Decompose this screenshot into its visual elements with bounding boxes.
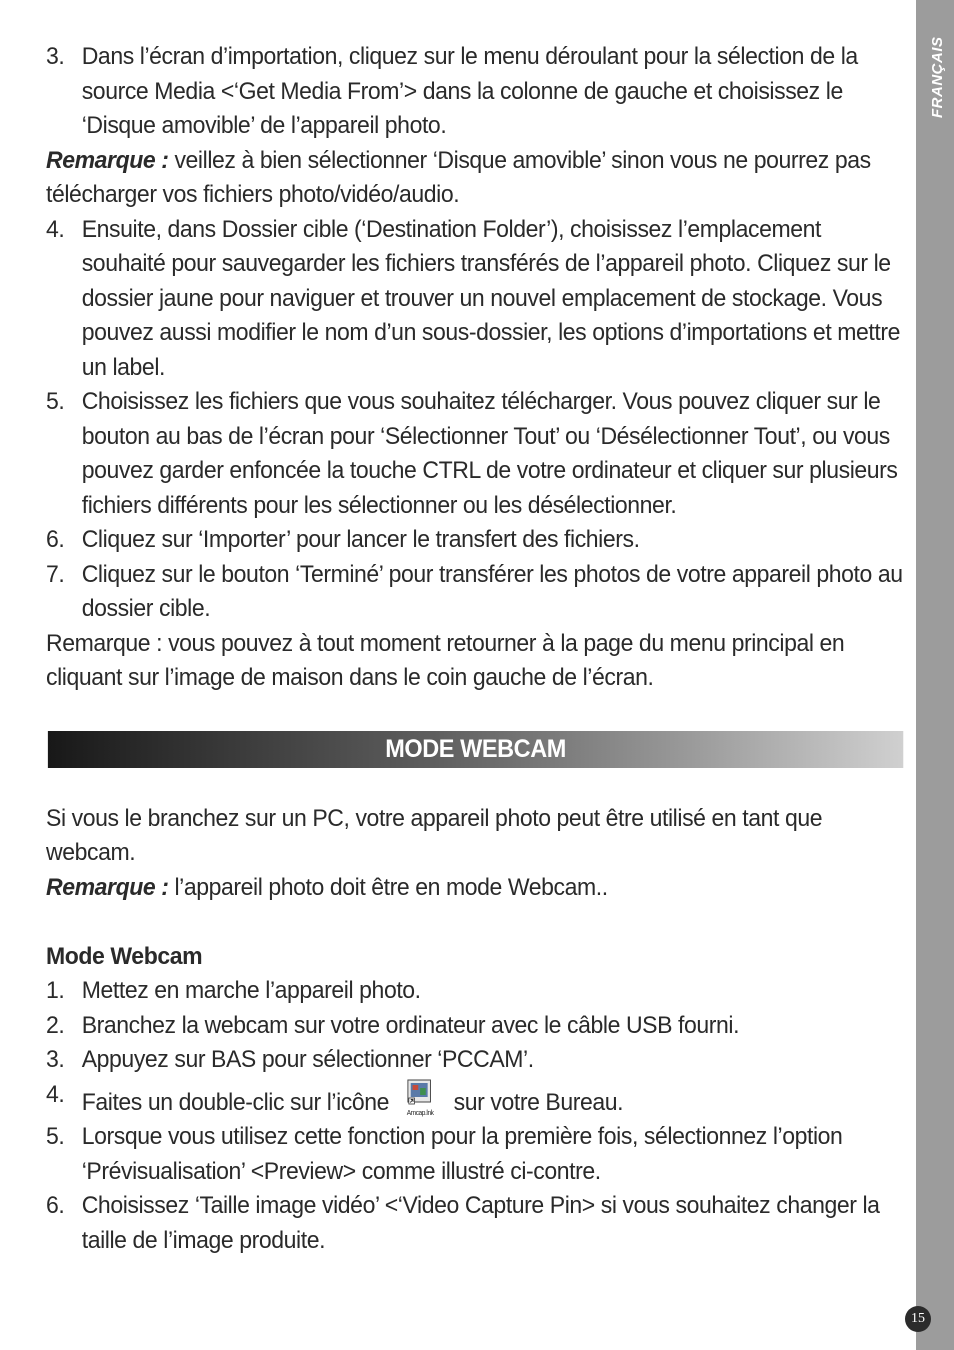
- item-number: 7.: [46, 560, 65, 588]
- item-number: 5.: [46, 388, 65, 415]
- item-text: Lorsque vous utilisez cette fonction pour la première fois, sélectionnez l’option ‘Prévisualisation’ <Preview> comme illustré ci-contre.: [81, 1123, 843, 1185]
- item-text: Mettez en marche l’appareil photo.: [81, 977, 421, 1004]
- intro-paragraph: Si vous le branchez sur un PC, votre appareil photo peut être utilisé en tant que webcam.: [46, 804, 823, 866]
- page-number: 15: [905, 1306, 931, 1332]
- note-paragraph: [46, 144, 910, 213]
- list-item: [46, 385, 910, 523]
- item-number: 4.: [46, 215, 65, 243]
- note-label: Remarque :: [46, 146, 169, 174]
- item-text: Choisissez ‘Taille image vidéo’ <‘Video Capture Pin> si vous souhaitez changer la taille de l’image produite.: [81, 1192, 880, 1254]
- item-text: Cliquez sur ‘Importer’ pour lancer le transfert des fichiers.: [81, 526, 640, 553]
- list-item: [46, 40, 910, 144]
- list-item: [46, 974, 910, 1009]
- section-banner: MODE WEBCAM: [48, 731, 903, 768]
- item-text-before: Faites un double-clic sur l’icône: [81, 1088, 390, 1116]
- list-item: [46, 1009, 910, 1044]
- item-number: 6.: [46, 1192, 65, 1219]
- item-text: Appuyez sur BAS pour sélectionner ‘PCCAM’.: [81, 1046, 534, 1073]
- item-text: Ensuite, dans Dossier cible (‘Destination Folder’), choisissez l’emplacement souhaité pour sauvegarder les fichiers transférés de l’appareil photo. Cliquez sur le dossier jaune pour naviguer et trouver un nouvel emplacement de stockage. Vous pouvez aussi modifier le nom d’un sous-dossier, les options d’importations et mettre un label.: [81, 215, 901, 381]
- note-text: l’appareil photo doit être en mode Webcam..: [168, 873, 608, 901]
- list-item: [46, 1120, 910, 1189]
- item-text: Cliquez sur le bouton ‘Terminé’ pour transférer les photos de votre appareil photo au dossier cible.: [81, 560, 903, 622]
- item-text: Dans l’écran d’importation, cliquez sur le menu déroulant pour la sélection de la source Media <‘Get Media From’> dans la colonne de gauche et choisissez le ‘Disque amovible’ de l’appareil photo.: [81, 43, 858, 139]
- item-number: 4.: [46, 1080, 65, 1108]
- item-text-after: sur votre Bureau.: [453, 1088, 624, 1116]
- item-number: 1.: [46, 977, 65, 1004]
- item-text: Branchez la webcam sur votre ordinateur avec le câble USB fourni.: [81, 1011, 740, 1039]
- list-item: [46, 1078, 910, 1121]
- list-item: [46, 1189, 910, 1258]
- list-item: [46, 558, 910, 627]
- note-label: Remarque :: [46, 873, 169, 901]
- item-number: 6.: [46, 526, 65, 553]
- item-number: 5.: [46, 1123, 65, 1150]
- list-item: [46, 523, 910, 558]
- list-item: [46, 1043, 910, 1078]
- language-sidebar: [916, 0, 954, 1350]
- amcap-shortcut-icon: [399, 1078, 442, 1120]
- item-number: 2.: [46, 1011, 65, 1039]
- language-label: FRANÇAIS: [929, 36, 946, 118]
- note-text: veillez à bien sélectionner ‘Disque amovible’ sinon vous ne pourrez pas télécharger vos fichiers photo/vidéo/audio.: [46, 146, 871, 208]
- page-content: [46, 40, 903, 1258]
- note-paragraph: [46, 871, 910, 906]
- item-text: Choisissez les fichiers que vous souhaitez télécharger. Vous pouvez cliquer sur le bouton au bas de l’écran pour ‘Sélectionner Tout’ ou ‘Désélectionner Tout’, ou vous pouvez garder enfoncée la touche CTRL de votre ordinateur et cliquer sur plusieurs fichiers différents pour les sélectionner ou les désélectionner.: [81, 388, 898, 519]
- section-heading: Mode Webcam: [46, 942, 203, 970]
- item-number: 3.: [46, 43, 65, 70]
- list-item: [46, 213, 910, 386]
- icon-caption: Amcap.lnk: [406, 1109, 434, 1117]
- item-number: 3.: [46, 1046, 65, 1073]
- note-paragraph: Remarque : vous pouvez à tout moment retourner à la page du menu principal en cliquant sur l’image de maison dans le coin gauche de l’écran.: [46, 629, 845, 691]
